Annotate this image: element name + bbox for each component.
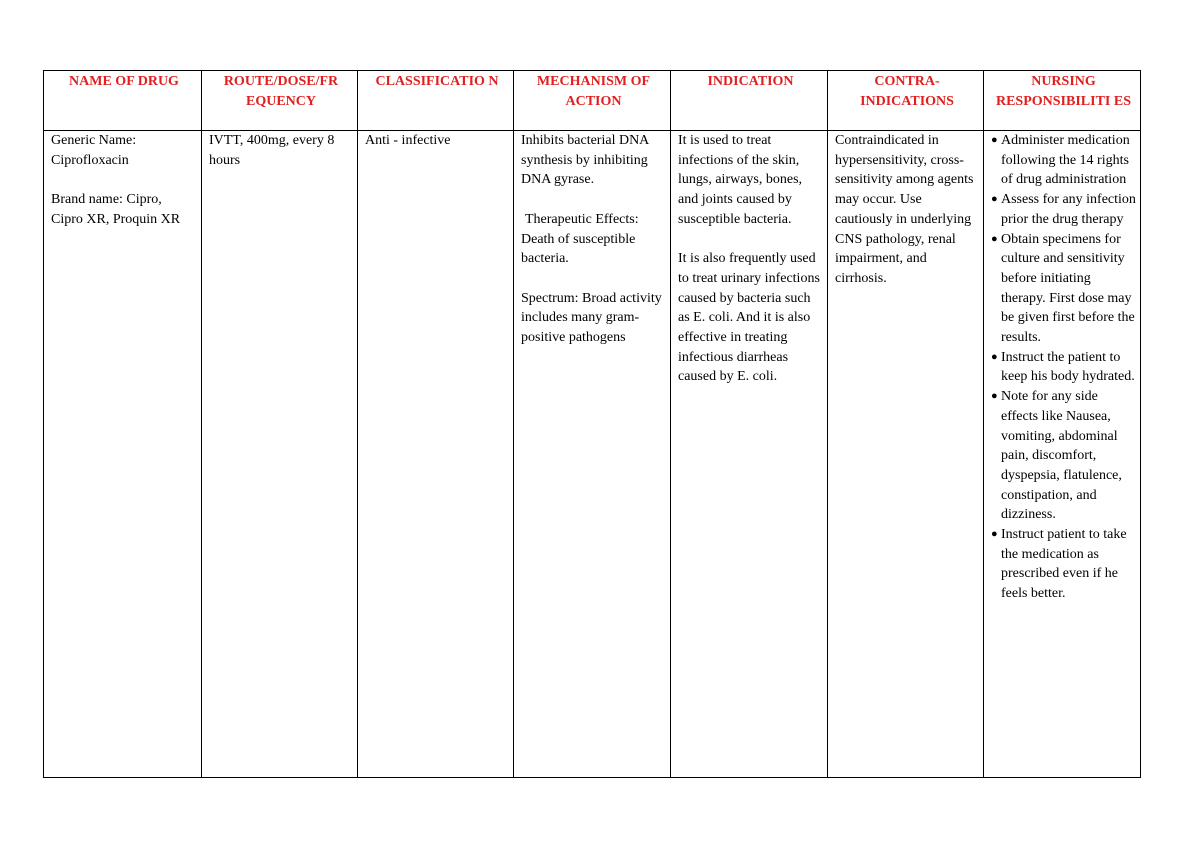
list-item: ● Note for any side effects like Nausea, vomiting, abdominal pain, discomfort, dyspepsia, flatulence, constipation, and dizziness.: [991, 389, 1122, 523]
header-name-of-drug: NAME OF DRUG: [44, 71, 202, 131]
generic-name: Generic Name: Ciprofloxacin: [51, 133, 137, 168]
header-nursing-responsibilities: NURSING RESPONSIBILITI ES: [984, 71, 1141, 131]
drug-study-table: [43, 70, 1141, 778]
bullet-icon: ●: [991, 528, 998, 541]
list-item: ● Assess for any infection prior the drug therapy: [991, 192, 1136, 227]
spectrum-text: Spectrum: Broad activity includes many gram-positive pathogens: [521, 290, 662, 345]
therapeutic-effects-text: Death of susceptible bacteria.: [521, 231, 636, 267]
contraindications-text: Contraindicated in hypersensitivity, cross-sensitivity among agents may occur. Use cautiously in underlying CNS pathology, renal impairment, and cirrhosis.: [835, 133, 974, 286]
nursing-responsibilities-list: [991, 131, 1136, 604]
cell-contraindications: [828, 131, 984, 778]
mechanism-description: Inhibits bacterial DNA synthesis by inhibiting DNA gyrase.: [521, 133, 649, 188]
indication-paragraph-1: It is used to treat infections of the skin, lungs, airways, bones, and joints caused by susceptible bacteria.: [678, 133, 803, 227]
route-dose-frequency-text: IVTT, 400mg, every 8 hours: [209, 133, 335, 168]
header-contraindications: CONTRA- INDICATIONS: [828, 71, 984, 131]
indication-paragraph-2: It is also frequently used to treat urinary infections caused by bacteria such as E. coli. And it is also effective in treating infectious diarrheas caused by E. coli.: [678, 251, 820, 385]
table-row: [44, 131, 1141, 778]
bullet-icon: ●: [991, 390, 998, 403]
list-item: ● Administer medication following the 14 rights of drug administration: [991, 133, 1130, 188]
cell-classification: [358, 131, 514, 778]
bullet-icon: ●: [991, 350, 998, 363]
list-item: ● Obtain specimens for culture and sensitivity before initiating therapy. First dose may be given first before the results.: [991, 231, 1135, 346]
bullet-icon: ●: [991, 232, 998, 245]
header-classification: CLASSIFICATIO N: [358, 71, 514, 131]
header-indication: INDICATION: [671, 71, 828, 131]
header-route-dose-frequency: ROUTE/DOSE/FR EQUENCY: [202, 71, 358, 131]
header-row: [44, 71, 1141, 131]
cell-name-of-drug: [44, 131, 202, 778]
classification-text: Anti - infective: [365, 133, 451, 148]
therapeutic-effects-label: Therapeutic Effects:: [525, 211, 639, 227]
list-item: ● Instruct patient to take the medication as prescribed even if he feels better.: [991, 527, 1127, 602]
cell-nursing-responsibilities: [984, 131, 1141, 778]
cell-indication: [671, 131, 828, 778]
header-mechanism-of-action: MECHANISM OF ACTION: [514, 71, 671, 131]
brand-name: Brand name: Cipro, Cipro XR, Proquin XR: [51, 192, 181, 227]
cell-mechanism-of-action: [514, 131, 671, 778]
cell-route-dose-frequency: [202, 131, 358, 778]
bullet-icon: ●: [991, 193, 998, 206]
list-item: ● Instruct the patient to keep his body hydrated.: [991, 349, 1135, 385]
bullet-icon: ●: [991, 134, 998, 146]
